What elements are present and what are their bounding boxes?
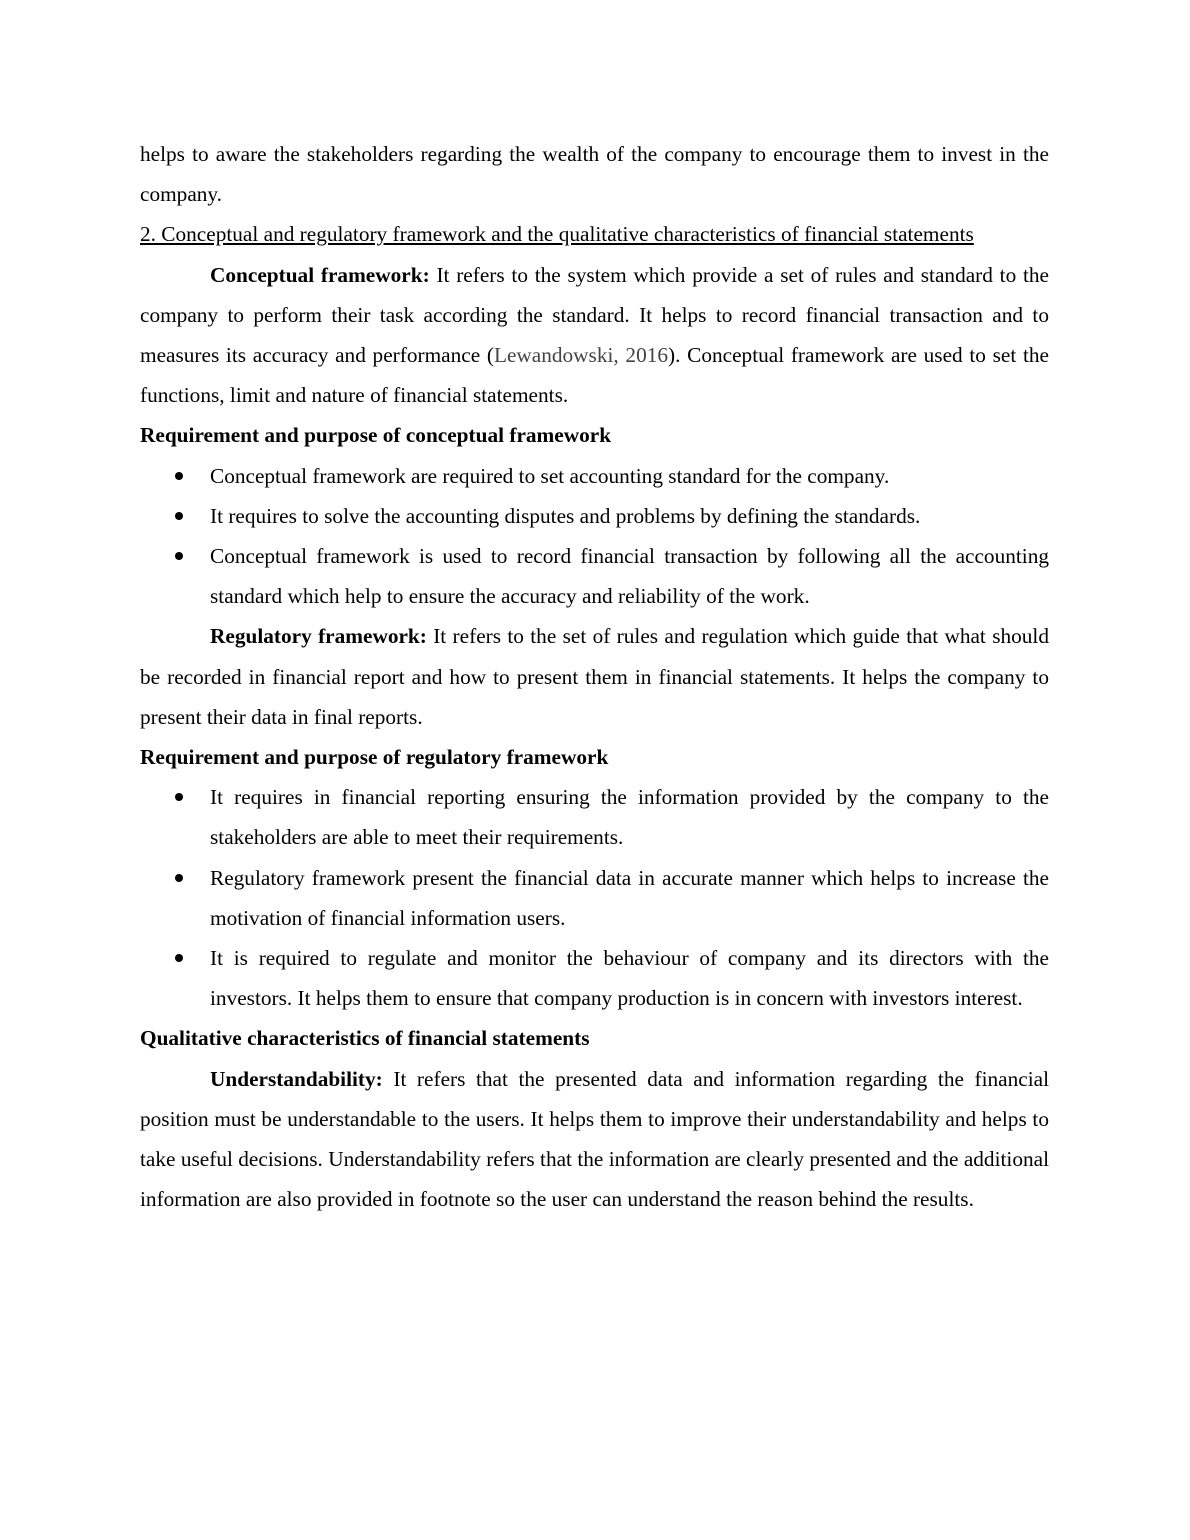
understandability-text: It refers that the presented data and information regarding the financial position must be understandable to the users. It helps them to improve their understandability and helps to take useful decisions. Understandability refers that the information are clearly presented and the additional information are also provided in footnote so the user can understand the reason behind the results. <box>140 1066 1049 1212</box>
regulatory-framework-paragraph <box>140 616 1049 737</box>
understandability-paragraph <box>140 1059 1049 1220</box>
regulatory-requirement-list <box>140 777 1049 1018</box>
regulatory-requirement-heading: Requirement and purpose of regulatory framework <box>140 745 609 770</box>
conceptual-framework-text-end: ). Conceptual framework are used to set the functions, limit and nature of financial statements. <box>140 343 1050 408</box>
citation: Lewandowski, 2016 <box>493 343 669 368</box>
intro-paragraph: helps to aware the stakeholders regarding the wealth of the company to encourage them to invest in the company. <box>140 142 1049 207</box>
list-item-text: It requires in financial reporting ensuring the information provided by the company to the stakeholders are able to meet their requirements. <box>210 785 1049 850</box>
bullet-icon <box>175 793 183 801</box>
list-item <box>140 938 1049 1018</box>
qualitative-heading: Qualitative characteristics of financial statements <box>140 1026 590 1051</box>
conceptual-requirement-list <box>140 456 1049 617</box>
regulatory-framework-text: It refers to the set of rules and regulation which guide that what should be recorded in financial report and how to present them in financial statements. It helps the company to present their data in final reports. <box>140 624 1049 729</box>
list-item-text: It is required to regulate and monitor the behaviour of company and its directors with the investors. It helps them to ensure that company production is in concern with investors interest. <box>210 946 1049 1011</box>
bullet-icon <box>175 512 183 520</box>
bullet-icon <box>175 874 183 882</box>
list-item-text: Conceptual framework is used to record financial transaction by following all the accounting standard which help to ensure the accuracy and reliability of the work. <box>210 544 1049 609</box>
conceptual-framework-label: Conceptual framework: <box>210 262 430 287</box>
bullet-icon <box>175 954 183 962</box>
list-item <box>140 536 1049 616</box>
list-item <box>140 496 1049 536</box>
list-item-text: It requires to solve the accounting disputes and problems by defining the standards. <box>210 503 921 528</box>
conceptual-framework-paragraph <box>140 255 1049 416</box>
list-item-text: Regulatory framework present the financial data in accurate manner which helps to increase the motivation of financial information users. <box>210 865 1049 930</box>
conceptual-requirement-heading: Requirement and purpose of conceptual framework <box>140 423 612 448</box>
list-item <box>140 456 1049 496</box>
section-heading: 2. Conceptual and regulatory framework and the qualitative characteristics of financial statements <box>140 222 974 247</box>
bullet-icon <box>175 472 183 480</box>
understandability-label: Understandability: <box>210 1066 383 1091</box>
conceptual-framework-text: It refers to the system which provide a set of rules and standard to the company to perform their task according the standard. It helps to record financial transaction and to measures its accuracy and performance ( <box>140 262 1049 368</box>
regulatory-framework-label: Regulatory framework: <box>210 624 427 649</box>
list-item <box>140 858 1049 938</box>
document-page <box>140 134 1049 1219</box>
list-item-text: Conceptual framework are required to set accounting standard for the company. <box>210 463 890 488</box>
bullet-icon <box>175 552 183 560</box>
list-item <box>140 777 1049 857</box>
